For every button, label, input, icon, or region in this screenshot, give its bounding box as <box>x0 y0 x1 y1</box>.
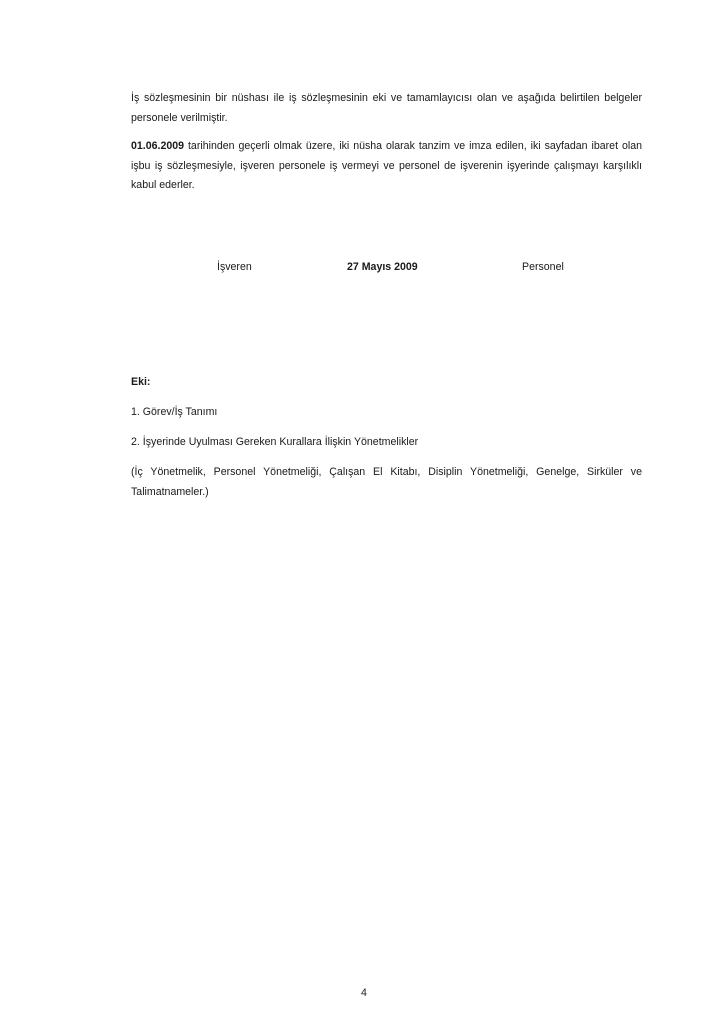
annex-title: Eki: <box>131 376 151 388</box>
annex-item: 2. İşyerinde Uyulması Gereken Kurallara İlişkin Yönetmelikler <box>131 436 419 448</box>
paragraph-contract-text: tarihinden geçerli olmak üzere, iki nüsha olarak tanzim ve imza edilen, iki sayfadan ibaret olan işbu iş sözleşmesiyle, işveren personele iş vermeyi ve personel de işverenin işyerinde çalışmayı karşılıklı kabul ederler. <box>131 140 642 191</box>
effective-date: 01.06.2009 <box>131 140 185 152</box>
signature-date: 27 Mayıs 2009 <box>347 261 418 273</box>
paragraph-contract-validity <box>131 137 642 196</box>
paragraph-documents-given: İş sözleşmesinin bir nüshası ile iş sözleşmesinin eki ve tamamlayıcısı olan ve aşağıda belirtilen belgeler personele verilmiştir. <box>131 92 642 124</box>
page-number: 4 <box>361 987 367 999</box>
annex-item: 1. Görev/İş Tanımı <box>131 406 218 418</box>
annex-note: (İç Yönetmelik, Personel Yönetmeliği, Çalışan El Kitabı, Disiplin Yönetmeliği, Genelge, Sirküler ve Talimatnameler.) <box>131 466 642 498</box>
signature-employer-label: İşveren <box>217 261 252 273</box>
signature-employee-label: Personel <box>522 261 564 273</box>
